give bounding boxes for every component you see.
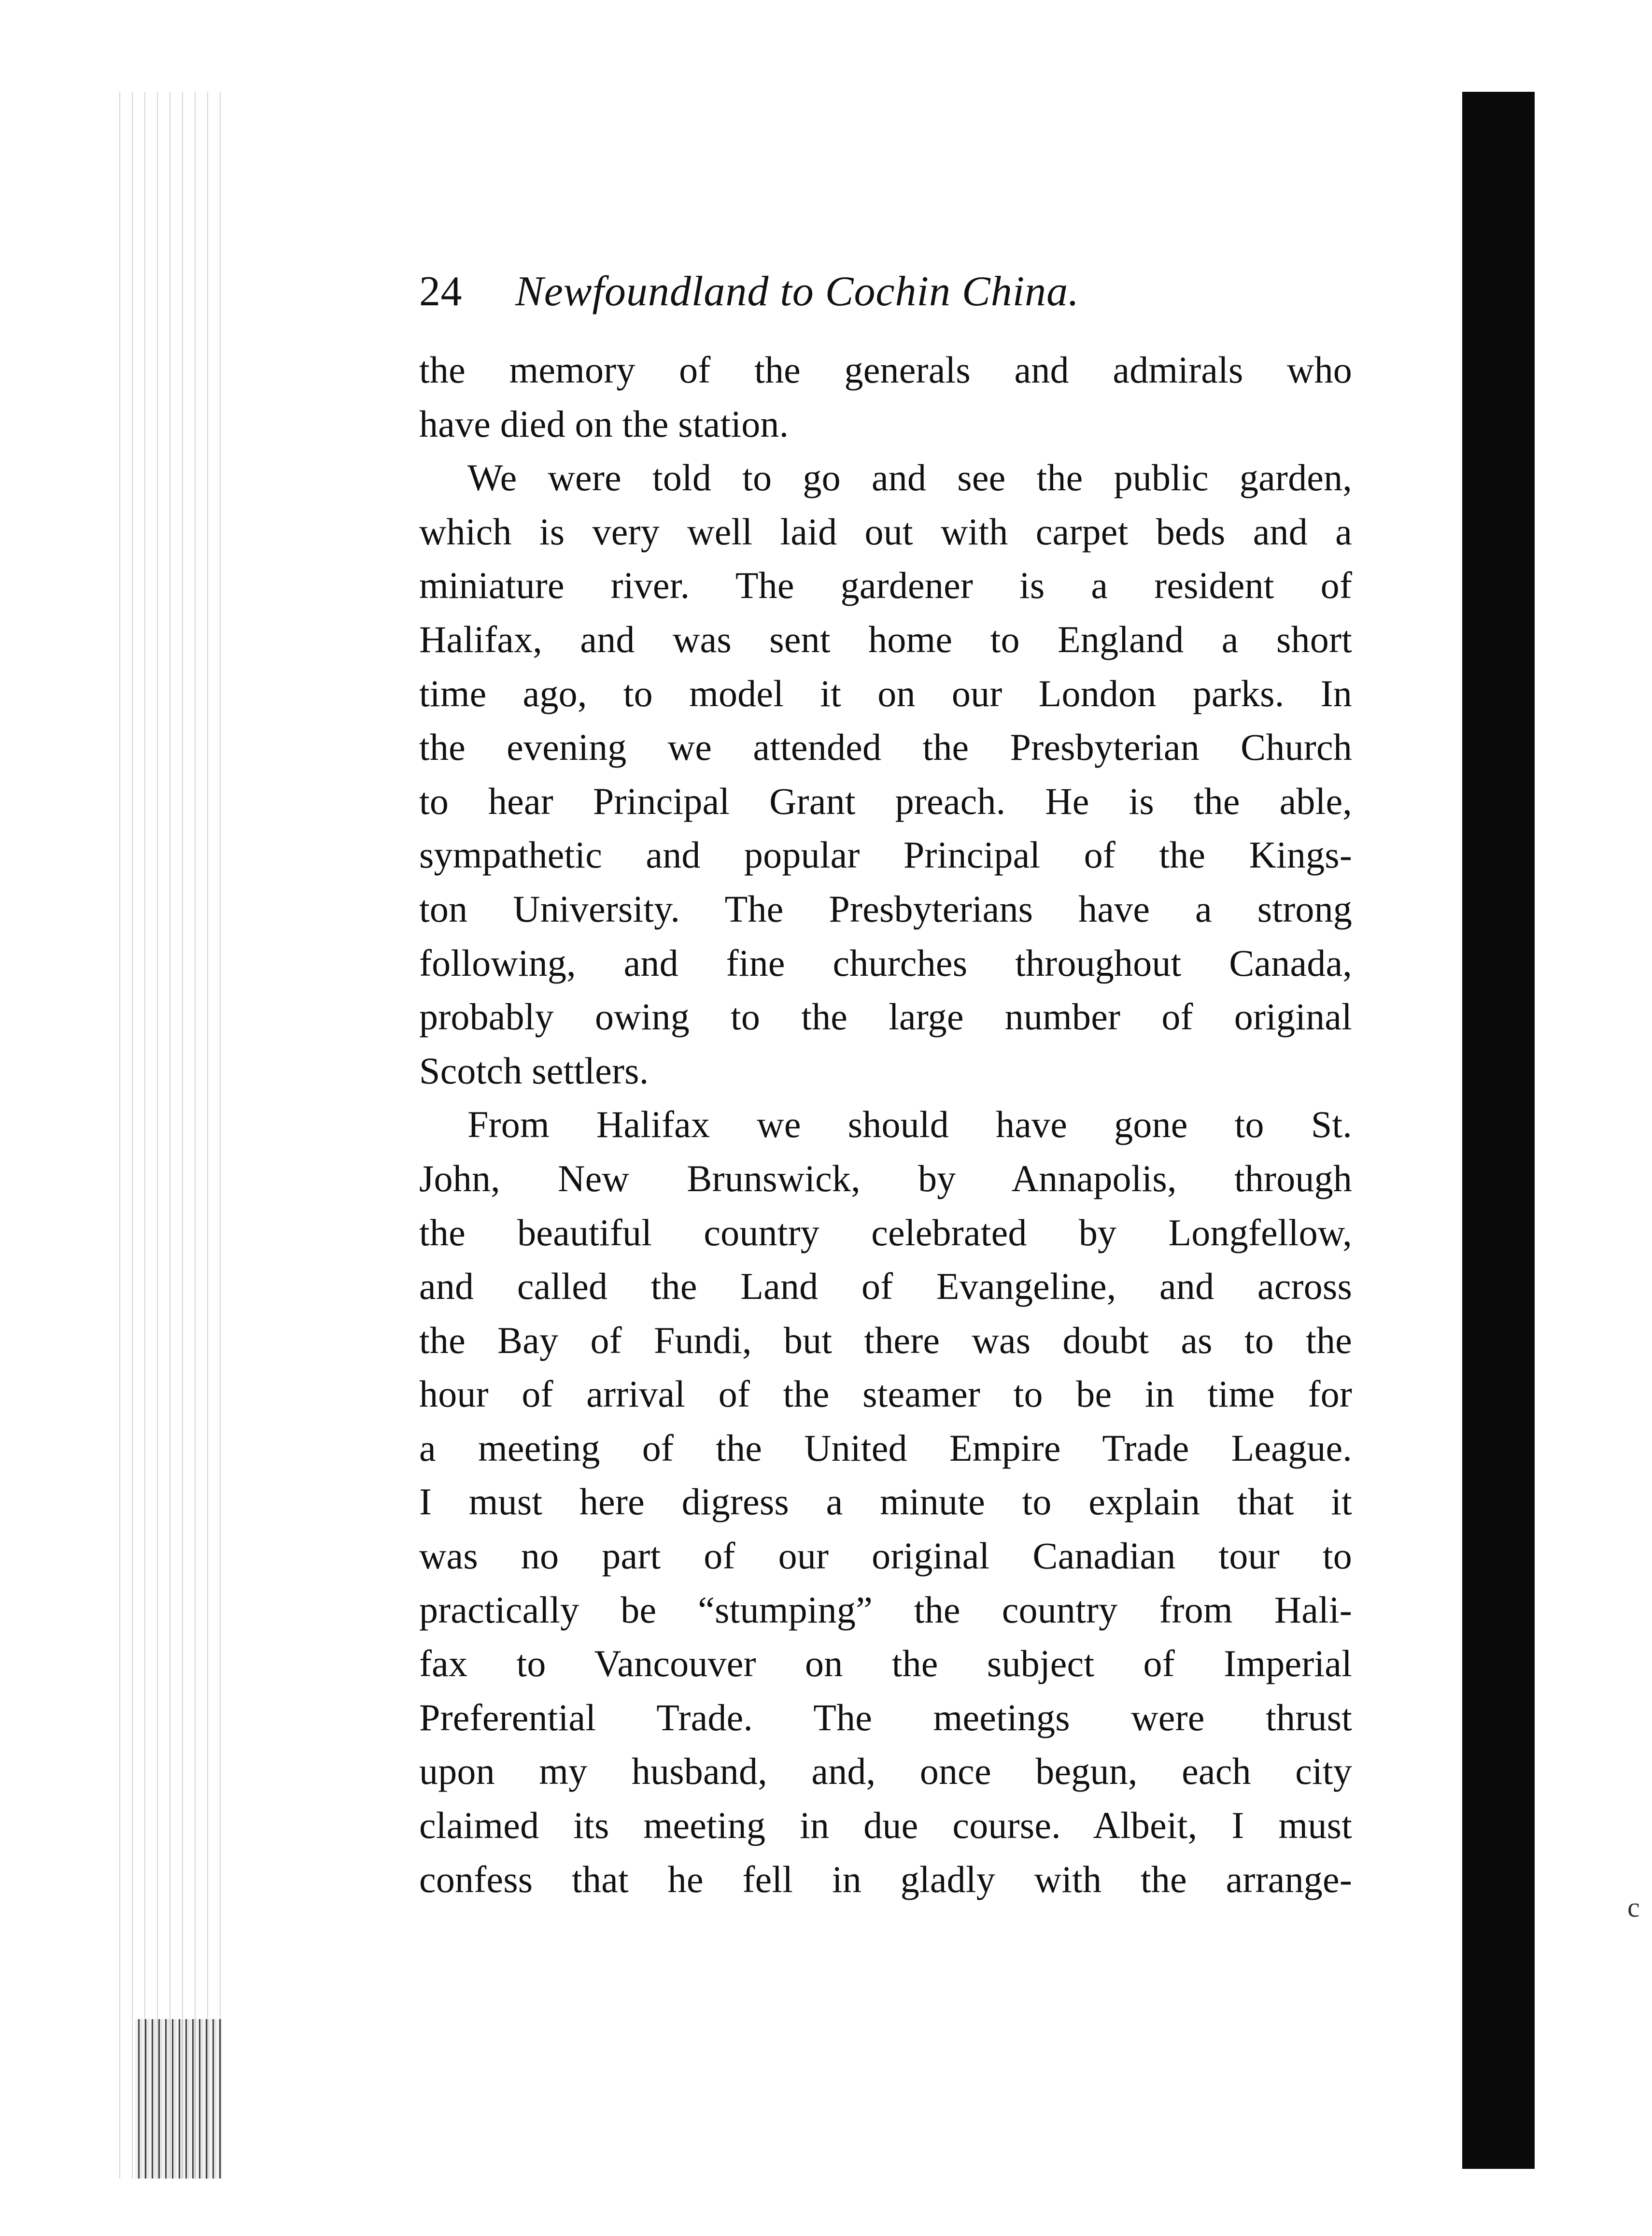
text-line: hour of arrival of the steamer to be in time for [419, 1373, 1352, 1415]
book-page [419, 268, 1352, 1906]
text-line: the memory of the generals and admirals who [419, 349, 1352, 391]
text-line: and called the Land of Evangeline, and across [419, 1265, 1352, 1308]
running-title: Newfoundland to Cochin China. [515, 268, 1080, 315]
text-line: ton University. The Presbyterians have a strong [419, 887, 1352, 930]
text-line: upon my husband, and, once begun, each city [419, 1750, 1352, 1793]
text-line: have died on the station. [419, 402, 789, 445]
text-line: which is very well laid out with carpet beds and a [419, 510, 1352, 553]
text-line: a meeting of the United Empire Trade League. [419, 1426, 1352, 1469]
text-line: following, and fine churches throughout Canada, [419, 941, 1352, 984]
text-line: We were told to go and see the public garden, [467, 456, 1352, 499]
text-line: confess that he fell in gladly with the arrange- [419, 1858, 1352, 1900]
text-line: the beautiful country celebrated by Longfellow, [419, 1211, 1352, 1253]
text-line: time ago, to model it on our London parks. In [419, 672, 1352, 714]
page-number: 24 [419, 268, 462, 315]
text-line: miniature river. The gardener is a resident of [419, 564, 1352, 607]
text-line: From Halifax we should have gone to St. [467, 1103, 1352, 1146]
body-text [419, 343, 1352, 1906]
text-line: practically be “stumping” the country from Hali- [419, 1588, 1352, 1631]
text-line: probably owing to the large number of original [419, 996, 1352, 1038]
text-line: Halifax, and was sent home to England a short [419, 618, 1352, 660]
text-line: Scotch settlers. [419, 1049, 649, 1092]
scan-edge-letter: c [1627, 1892, 1640, 1923]
text-line: claimed its meeting in due course. Albeit, I must [419, 1804, 1352, 1847]
text-line: was no part of our original Canadian tour to [419, 1535, 1352, 1577]
text-line: Preferential Trade. The meetings were thrust [419, 1696, 1352, 1738]
scan-binding-shadow-right [1462, 92, 1535, 2169]
text-line: sympathetic and popular Principal of the Kings- [419, 834, 1352, 876]
scan-edge-noise-left-bottom [135, 2019, 222, 2179]
text-line: fax to Vancouver on the subject of Imperial [419, 1642, 1352, 1685]
page-header [419, 268, 1352, 315]
text-line: John, New Brunswick, by Annapolis, through [419, 1157, 1352, 1199]
text-line: the Bay of Fundi, but there was doubt as to the [419, 1319, 1352, 1361]
text-line: the evening we attended the Presbyterian Church [419, 726, 1352, 769]
text-line: to hear Principal Grant preach. He is the able, [419, 780, 1352, 822]
scan-edge-noise-left [113, 92, 225, 2179]
text-line: I must here digress a minute to explain that it [419, 1481, 1352, 1523]
